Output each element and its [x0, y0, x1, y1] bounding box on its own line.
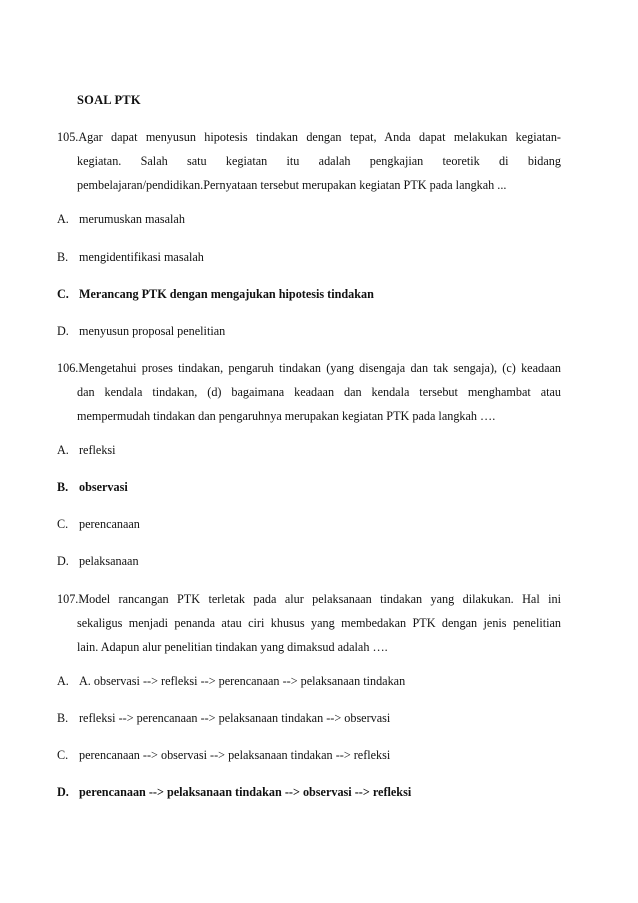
option-letter: D.	[57, 785, 69, 799]
option-letter: D.	[57, 554, 69, 568]
option-letter: B.	[57, 711, 69, 725]
option-letter: A.	[57, 212, 69, 226]
option-text: perencanaan --> observasi --> pelaksanaan tindakan --> refleksi	[79, 748, 391, 762]
question-105-line-3: pembelajaran/pendidikan.Pernyataan tersebut merupakan kegiatan PTK pada langkah ...	[77, 178, 507, 192]
question-107-line-1: 107.Model rancangan PTK terletak pada alur pelaksanaan tindakan yang dilakukan. Hal ini	[57, 592, 561, 606]
option-letter: A.	[57, 443, 69, 457]
option-text: pelaksanaan	[79, 554, 139, 568]
question-107-line-2: sekaligus menjadi penanda atau ciri khusus yang membedakan PTK dengan jenis penelitian	[77, 616, 561, 630]
question-105-line-2: kegiatan. Salah satu kegiatan itu adalah pengkajian teoretik di bidang	[77, 154, 561, 168]
option-text: refleksi --> perencanaan --> pelaksanaan tindakan --> observasi	[79, 711, 391, 725]
option-letter: C.	[57, 748, 69, 762]
document-title: SOAL PTK	[77, 93, 141, 107]
option-text: refleksi	[79, 443, 116, 457]
question-107-line-3: lain. Adapun alur penelitian tindakan yang dimaksud adalah ….	[77, 640, 388, 654]
option-letter: C.	[57, 517, 69, 531]
option-letter: C.	[57, 287, 69, 301]
option-text: mengidentifikasi masalah	[79, 250, 204, 264]
option-text: menyusun proposal penelitian	[79, 324, 226, 338]
question-106-line-3: mempermudah tindakan dan pengaruhnya merupakan kegiatan PTK pada langkah ….	[77, 409, 496, 423]
option-letter: B.	[57, 250, 69, 264]
option-text: observasi	[79, 480, 128, 494]
question-106-line-1: 106.Mengetahui proses tindakan, pengaruh tindakan (yang disengaja dan tak sengaja), (c) keadaan	[57, 361, 561, 375]
question-105-line-1: 105.Agar dapat menyusun hipotesis tindakan dengan tepat, Anda dapat melakukan kegiatan-	[57, 130, 561, 144]
option-letter: A.	[57, 674, 69, 688]
option-text: merumuskan masalah	[79, 212, 185, 226]
question-106-line-2: dan kendala tindakan, (d) bagaimana keadaan dan kendala tersebut menghambat atau	[77, 385, 561, 399]
option-text: Merancang PTK dengan mengajukan hipotesis tindakan	[79, 287, 374, 301]
option-text: perencanaan --> pelaksanaan tindakan --> observasi --> refleksi	[79, 785, 412, 799]
option-text: perencanaan	[79, 517, 140, 531]
option-text: A. observasi --> refleksi --> perencanaan --> pelaksanaan tindakan	[79, 674, 406, 688]
option-letter: D.	[57, 324, 69, 338]
option-letter: B.	[57, 480, 69, 494]
